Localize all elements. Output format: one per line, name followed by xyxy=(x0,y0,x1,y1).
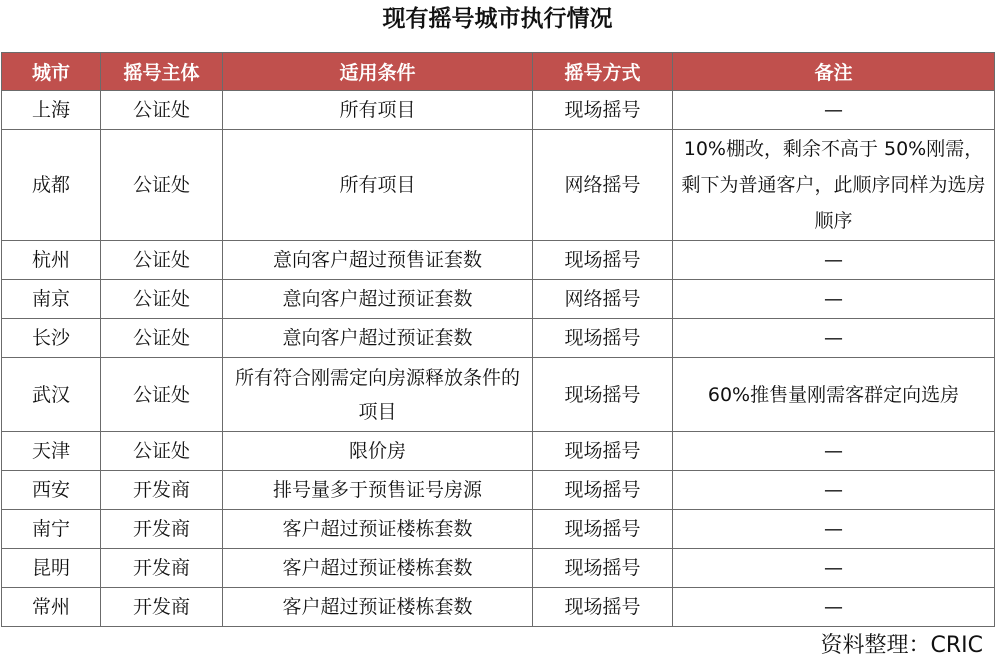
cell-body: 公证处 xyxy=(101,432,223,471)
cell-city: 南京 xyxy=(2,280,101,319)
table-row xyxy=(2,91,995,130)
cell-condition: 排号量多于预售证号房源 xyxy=(223,471,533,510)
cell-condition: 所有项目 xyxy=(223,130,533,241)
cell-condition: 客户超过预证楼栋套数 xyxy=(223,510,533,549)
cell-method: 网络摇号 xyxy=(533,130,673,241)
cell-note: 10%棚改，剩余不高于 50%刚需，剩下为普通客户，此顺序同样为选房顺序 xyxy=(673,130,995,241)
cell-note: — xyxy=(673,280,995,319)
header-condition: 适用条件 xyxy=(223,53,533,91)
table-row xyxy=(2,130,995,241)
cell-condition: 意向客户超过预证套数 xyxy=(223,280,533,319)
table-row xyxy=(2,358,995,432)
cell-body: 开发商 xyxy=(101,510,223,549)
table-row xyxy=(2,319,995,358)
cell-method: 现场摇号 xyxy=(533,510,673,549)
header-city: 城市 xyxy=(2,53,101,91)
cell-note: — xyxy=(673,432,995,471)
cell-method: 现场摇号 xyxy=(533,358,673,432)
header-body: 摇号主体 xyxy=(101,53,223,91)
cell-body: 公证处 xyxy=(101,358,223,432)
cell-method: 现场摇号 xyxy=(533,319,673,358)
cell-city: 西安 xyxy=(2,471,101,510)
cell-condition: 客户超过预证楼栋套数 xyxy=(223,588,533,627)
cell-note: — xyxy=(673,319,995,358)
table-row xyxy=(2,471,995,510)
cell-method: 网络摇号 xyxy=(533,280,673,319)
cell-condition: 所有项目 xyxy=(223,91,533,130)
cell-body: 开发商 xyxy=(101,471,223,510)
cell-method: 现场摇号 xyxy=(533,549,673,588)
cell-note: — xyxy=(673,91,995,130)
table-row xyxy=(2,432,995,471)
header-note: 备注 xyxy=(673,53,995,91)
cell-condition: 客户超过预证楼栋套数 xyxy=(223,549,533,588)
cell-note: — xyxy=(673,588,995,627)
cell-note: 60%推售量刚需客群定向选房 xyxy=(673,358,995,432)
cell-body: 开发商 xyxy=(101,588,223,627)
cell-method: 现场摇号 xyxy=(533,588,673,627)
source-footnote: 资料整理：CRIC xyxy=(820,633,983,658)
page-title: 现有摇号城市执行情况 xyxy=(382,6,613,32)
cell-city: 武汉 xyxy=(2,358,101,432)
cell-note: — xyxy=(673,471,995,510)
cell-condition: 所有符合刚需定向房源释放条件的项目 xyxy=(223,358,533,432)
table-row xyxy=(2,549,995,588)
header-method: 摇号方式 xyxy=(533,53,673,91)
cell-city: 昆明 xyxy=(2,549,101,588)
cell-note: — xyxy=(673,241,995,280)
cell-method: 现场摇号 xyxy=(533,471,673,510)
cell-city: 成都 xyxy=(2,130,101,241)
cell-note: — xyxy=(673,510,995,549)
cell-body: 公证处 xyxy=(101,241,223,280)
table-header-row xyxy=(2,53,995,91)
cell-city: 南宁 xyxy=(2,510,101,549)
cell-city: 上海 xyxy=(2,91,101,130)
cell-body: 开发商 xyxy=(101,549,223,588)
lottery-cities-table xyxy=(1,52,995,627)
cell-body: 公证处 xyxy=(101,319,223,358)
cell-city: 天津 xyxy=(2,432,101,471)
cell-body: 公证处 xyxy=(101,130,223,241)
cell-city: 常州 xyxy=(2,588,101,627)
table-row xyxy=(2,510,995,549)
table-row xyxy=(2,280,995,319)
cell-city: 长沙 xyxy=(2,319,101,358)
cell-body: 公证处 xyxy=(101,280,223,319)
table-row xyxy=(2,588,995,627)
cell-city: 杭州 xyxy=(2,241,101,280)
cell-method: 现场摇号 xyxy=(533,91,673,130)
cell-method: 现场摇号 xyxy=(533,241,673,280)
cell-condition: 限价房 xyxy=(223,432,533,471)
cell-body: 公证处 xyxy=(101,91,223,130)
cell-condition: 意向客户超过预证套数 xyxy=(223,319,533,358)
cell-note: — xyxy=(673,549,995,588)
cell-condition: 意向客户超过预售证套数 xyxy=(223,241,533,280)
cell-method: 现场摇号 xyxy=(533,432,673,471)
table-row xyxy=(2,241,995,280)
